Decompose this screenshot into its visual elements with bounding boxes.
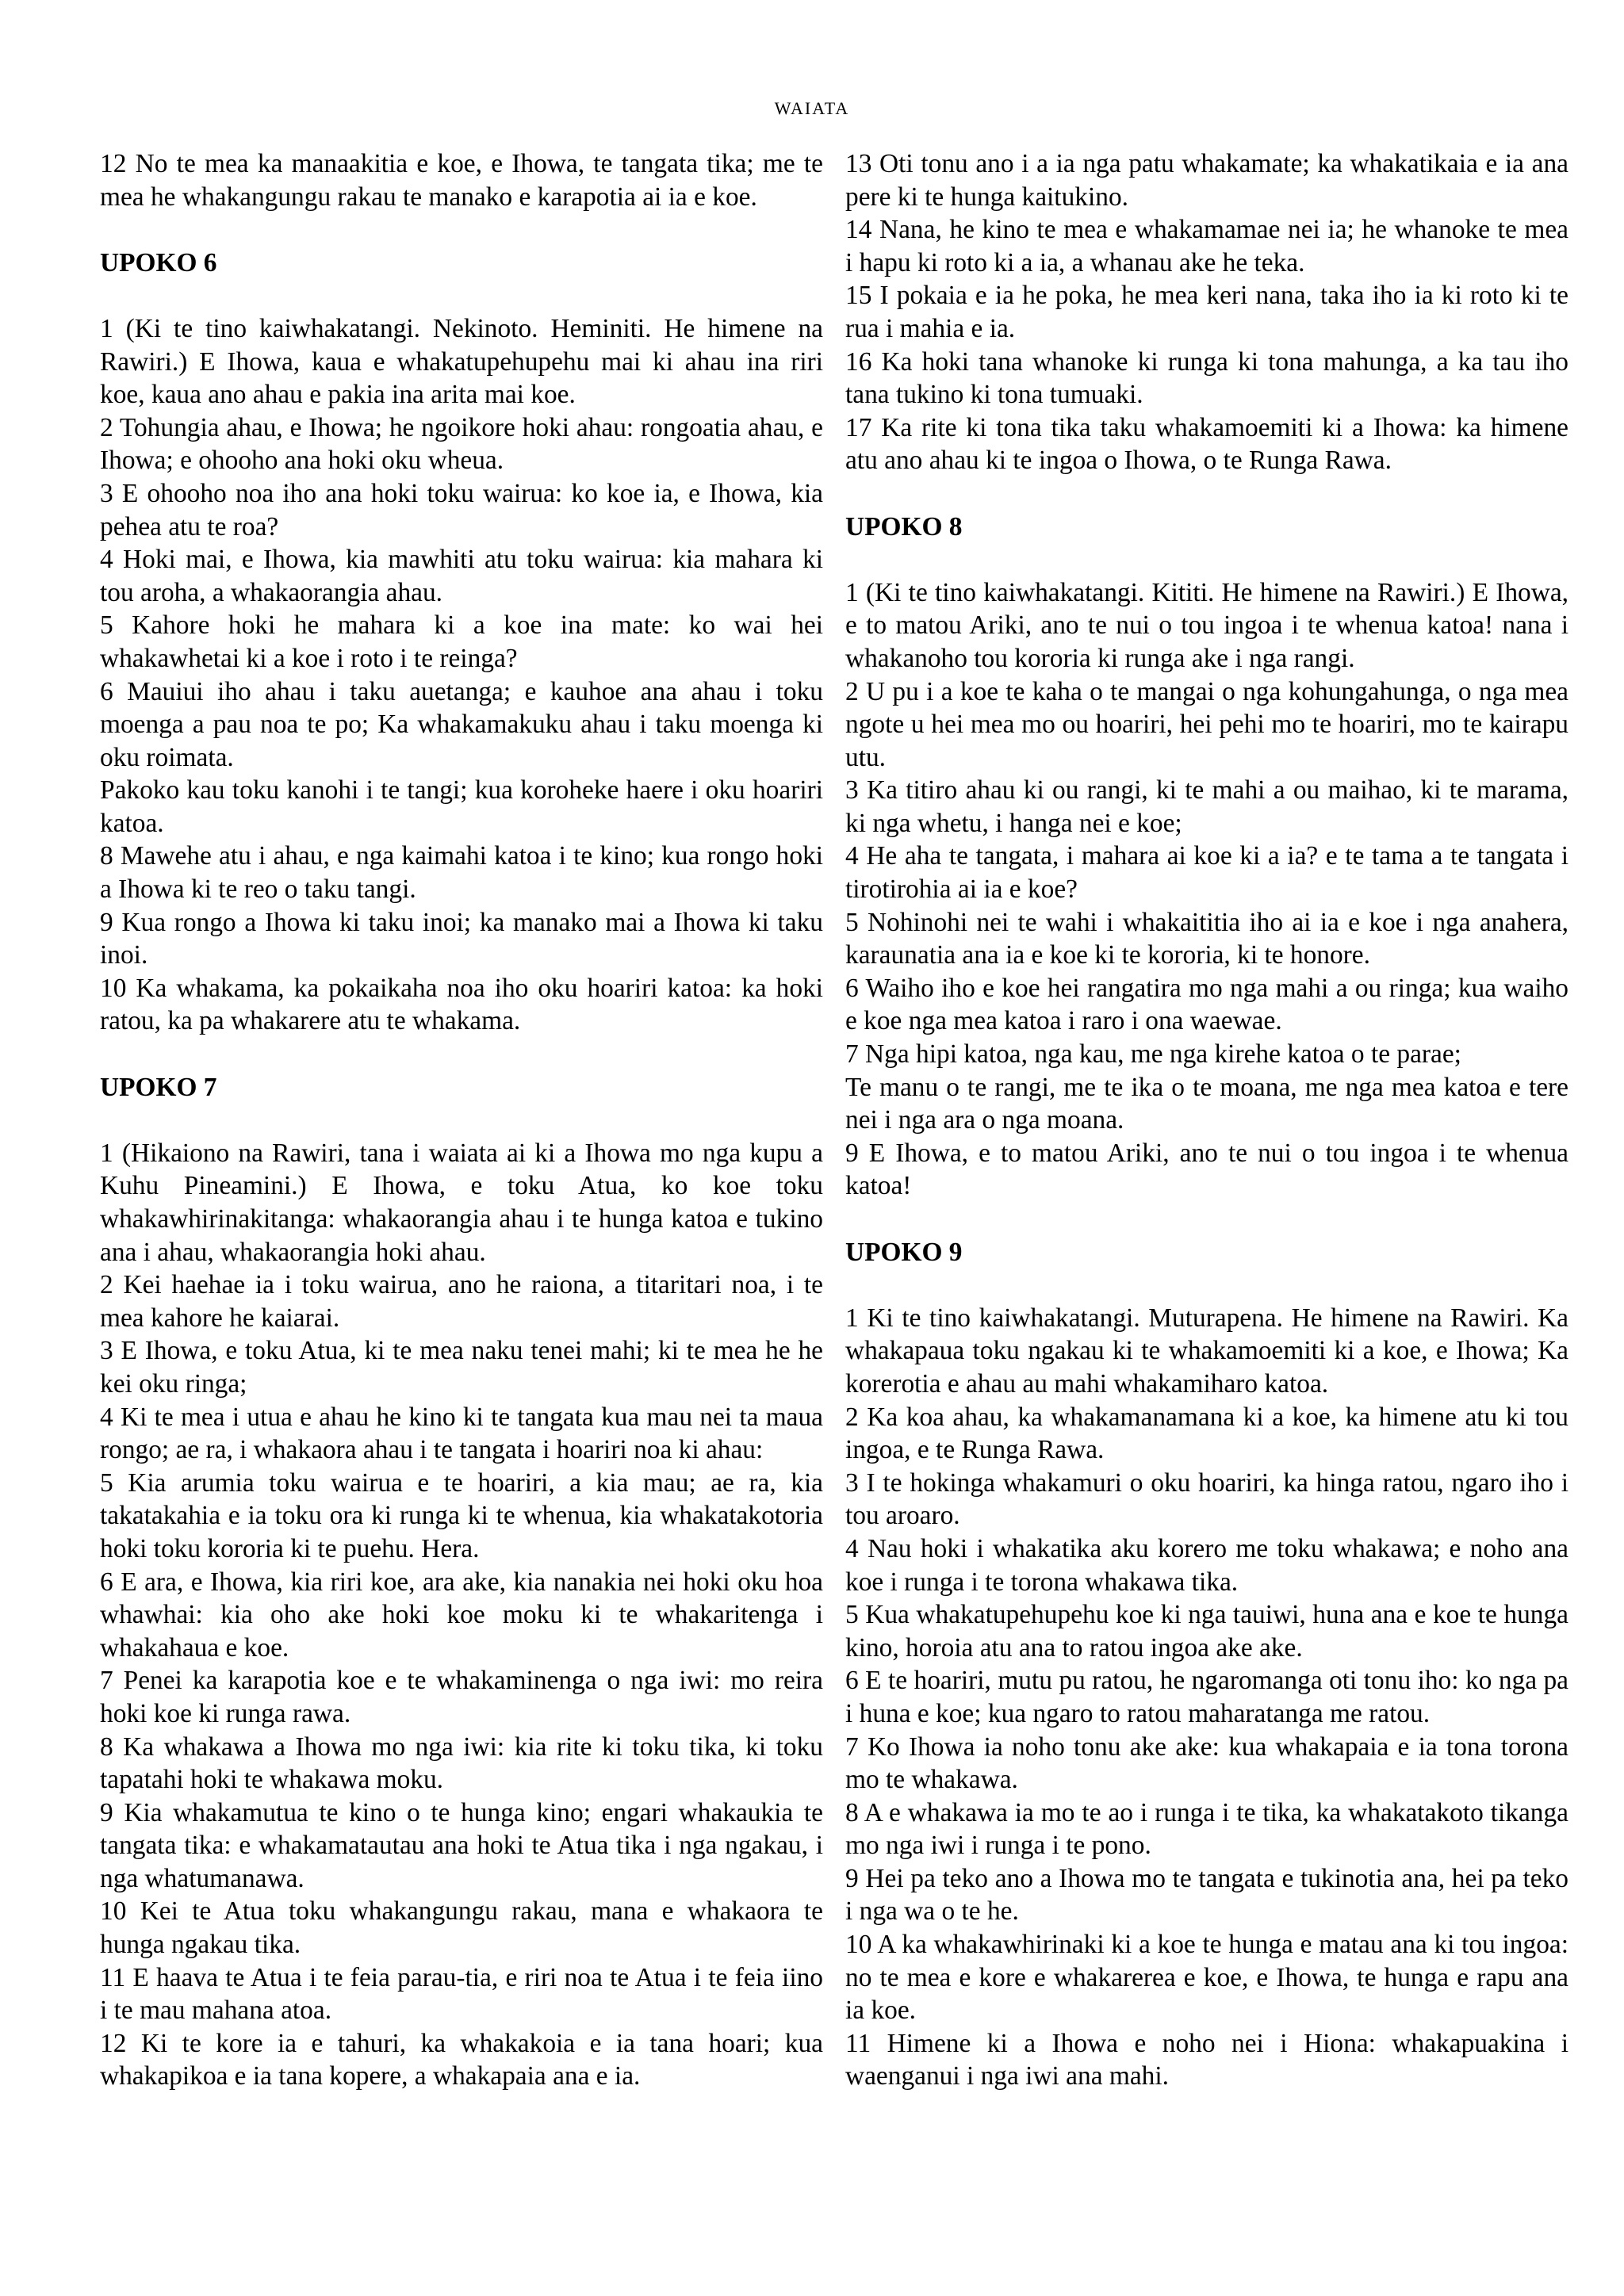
right-column	[845, 147, 1568, 2093]
verse: 9 Kia whakamutua te kino o te hunga kino; engari whakaukia te tangata tika: e whakamatautau ana hoki te Atua tika i nga ngakau, i nga whatumanawa.	[100, 1797, 823, 1893]
verse: 11 E haava te Atua i te feia parau-tia, e riri noa te Atua i te feia iino i te mau mahana atoa.	[100, 1962, 823, 2026]
verse: 7 Nga hipi katoa, nga kau, me nga kirehe katoa o te parae;	[845, 1039, 1461, 1070]
verse: 8 Ka whakawa a Ihowa mo nga iwi: kia rite ki toku tika, ki toku tapatahi hoki te whakawa moku.	[100, 1732, 823, 1795]
chapter-heading-7: UPOKO 7	[100, 1072, 217, 1102]
verse: 7 Penei ka karapotia koe e te whakaminenga o nga iwi: mo reira hoki koe ki runga rawa.	[100, 1666, 823, 1728]
verse: 6 E ara, e Ihowa, kia riri koe, ara ake, kia nanakia nei hoki oku hoa whawhai: kia oho ake hoki koe moku ki te whakaritenga i whakahaua e koe.	[100, 1567, 823, 1663]
verse: 2 Tohungia ahau, e Ihowa; he ngoikore hoki ahau: rongoatia ahau, e Ihowa; e ohooho ana hoki oku wheua.	[100, 412, 823, 476]
verse: 5 Kua whakatupehupehu koe ki nga tauiwi, huna ana e koe te hunga kino, horoia atu ana to ratou ingoa ake ake.	[845, 1600, 1568, 1663]
verse: 3 Ka titiro ahau ki ou rangi, ki te mahi a ou maihao, ki te marama, ki nga whetu, i hanga nei e koe;	[845, 775, 1568, 838]
verse: 3 E Ihowa, e toku Atua, ki te mea naku tenei mahi; ki te mea he he kei oku ringa;	[100, 1336, 823, 1399]
verse: 5 Nohinohi nei te wahi i whakaititia iho ai ia e koe i nga anahera, karaunatia ana ia e koe ki te kororia, ki te honore.	[845, 907, 1568, 970]
verse: 12 Ki te kore ia e tahuri, ka whakakoia e ia tana hoari; kua whakapikoa e ia tana kopere, a whakapaia ana e ia.	[100, 2028, 823, 2091]
verse: 7 Ko Ihowa ia noho tonu ake ake: kua whakapaia e ia tona torona mo te whakawa.	[845, 1732, 1568, 1795]
verse: Te manu o te rangi, me te ika o te moana, me nga mea katoa e tere nei i nga ara o nga moana.	[845, 1072, 1568, 1135]
chapter-heading-8: UPOKO 8	[845, 511, 963, 541]
verse: 13 Oti tonu ano i a ia nga patu whakamate; ka whakatikaia e ia ana pere ki te hunga kaitukino.	[845, 149, 1568, 212]
verse: 9 Hei pa teko ano a Ihowa mo te tangata e tukinotia ana, hei pa teko i nga wa o te he.	[845, 1863, 1568, 1927]
verse: 8 A e whakawa ia mo te ao i runga i te tika, ka whakatakoto tikanga mo nga iwi i runga i te pono.	[845, 1797, 1568, 1861]
verse: 4 Ki te mea i utua e ahau he kino ki te tangata kua mau nei ta maua rongo; ae ra, i whakaora ahau i te tangata i hoariri noa ki ahau:	[100, 1402, 823, 1465]
verse: 17 Ka rite ki tona tika taku whakamoemiti ki a Ihowa: ka himene atu ano ahau ki te ingoa o Ihowa, o te Runga Rawa.	[845, 412, 1568, 476]
verse: 6 Mauiui iho ahau i taku auetanga; e kauhoe ana ahau i toku moenga a pau noa te po; Ka whakamakuku ahau i taku moenga ki oku roimata.	[100, 676, 823, 772]
verse: 3 E ohooho noa iho ana hoki toku wairua: ko koe ia, e Ihowa, kia pehea atu te roa?	[100, 478, 823, 541]
verse: Pakoko kau toku kanohi i te tangi; kua koroheke haere i oku hoariri katoa.	[100, 775, 823, 838]
verse: 9 Kua rongo a Ihowa ki taku inoi; ka manako mai a Ihowa ki taku inoi.	[100, 907, 823, 970]
verse: 1 (Hikaiono na Rawiri, tana i waiata ai ki a Ihowa mo nga kupu a Kuhu Pineamini.) E Ihowa, e toku Atua, ko koe toku whakawhirinakitanga: whakaorangia ahau i te hunga katoa e tukino ana i ahau, whakaorangia hoki ahau.	[100, 1138, 823, 1267]
verse: 1 (Ki te tino kaiwhakatangi. Nekinoto. Heminiti. He himene na Rawiri.) E Ihowa, kaua e whakatupehupehu mai ki ahau ina riri koe, kaua ano ahau e pakia ina arita mai koe.	[100, 313, 823, 410]
chapter-heading-6: UPOKO 6	[100, 247, 217, 277]
verse: 2 Kei haehae ia i toku wairua, ano he raiona, a titaritari noa, i te mea kahore he kaiarai.	[100, 1270, 823, 1333]
running-head: WAIATA	[774, 98, 850, 118]
verse: 6 Waiho iho e koe hei rangatira mo nga mahi a ou ringa; kua waiho e koe nga mea katoa i raro i ona waewae.	[845, 973, 1568, 1036]
verse: 2 Ka koa ahau, ka whakamanamana ki a koe, ka himene atu ki tou ingoa, e te Runga Rawa.	[845, 1402, 1568, 1465]
verse: 10 Ka whakama, ka pokaikaha noa iho oku hoariri katoa: ka hoki ratou, ka pa whakarere atu te whakama.	[100, 973, 823, 1036]
verse: 5 Kahore hoki he mahara ki a koe ina mate: ko wai hei whakawhetai ki a koe i roto i te reinga?	[100, 610, 823, 673]
verse: 5 Kia arumia toku wairua e te hoariri, a kia mau; ae ra, kia takatakahia e ia toku ora ki runga ki te whenua, kia whakatakotoria hoki toku kororia ki te puehu. Hera.	[100, 1468, 823, 1563]
verse: 4 Nau hoki i whakatika aku korero me toku whakawa; e noho ana koe i runga i te torona whakawa tika.	[845, 1533, 1568, 1597]
verse: 10 A ka whakawhirinaki ki a koe te hunga e matau ana ki tou ingoa: no te mea e kore e whakarerea e koe, e Ihowa, te hunga e rapu ana ia koe.	[845, 1930, 1568, 2026]
left-column	[100, 147, 823, 2093]
verse: 4 Hoki mai, e Ihowa, kia mawhiti atu toku wairua: kia mahara ki tou aroha, a whakaorangia ahau.	[100, 545, 823, 607]
verse: 16 Ka hoki tana whanoke ki runga ki tona mahunga, a ka tau iho tana tukino ki tona tumuaki.	[845, 346, 1568, 410]
verse: 12 No te mea ka manaakitia e koe, e Ihowa, te tangata tika; me te mea he whakangungu rakau te manako e karapotia ai ia e koe.	[100, 149, 823, 212]
verse: 11 Himene ki a Ihowa e noho nei i Hiona: whakapuakina i waenganui i nga iwi ana mahi.	[845, 2028, 1568, 2091]
chapter-heading-9: UPOKO 9	[845, 1237, 963, 1267]
verse: 9 E Ihowa, e to matou Ariki, ano te nui o tou ingoa i te whenua katoa!	[845, 1138, 1568, 1201]
verse: 14 Nana, he kino te mea e whakamamae nei ia; he whanoke te mea i hapu ki roto ki a ia, a whanau ake he teka.	[845, 215, 1568, 277]
verse: 1 (Ki te tino kaiwhakatangi. Kititi. He himene na Rawiri.) E Ihowa, e to matou Ariki, ano te nui o tou ingoa i te whenua katoa! nana i whakanoho tou kororia ki runga ake i nga rangi.	[845, 577, 1568, 673]
verse: 8 Mawehe atu i ahau, e nga kaimahi katoa i te kino; kua rongo hoki a Ihowa ki te reo o taku tangi.	[100, 841, 823, 905]
verse: 3 I te hokinga whakamuri o oku hoariri, ka hinga ratou, ngaro iho i tou aroaro.	[845, 1468, 1568, 1531]
verse: 6 E te hoariri, mutu pu ratou, he ngaromanga oti tonu iho: ko nga pa i huna e koe; kua ngaro to ratou maharatanga me ratou.	[845, 1666, 1568, 1728]
verse: 4 He aha te tangata, i mahara ai koe ki a ia? e te tama a te tangata i tirotirohia ai ia e koe?	[845, 841, 1568, 905]
verse: 10 Kei te Atua toku whakangungu rakau, mana e whakaora te hunga ngakau tika.	[100, 1896, 823, 1960]
verse: 2 U pu i a koe te kaha o te mangai o nga kohungahunga, o nga mea ngote u hei mea mo ou hoariri, hei pehi mo te hoariri, mo te kairapu utu.	[845, 676, 1568, 772]
verse: 15 I pokaia e ia he poka, he mea keri nana, taka iho ia ki roto ki te rua i mahia e ia.	[845, 281, 1568, 343]
verse: 1 Ki te tino kaiwhakatangi. Muturapena. He himene na Rawiri. Ka whakapaua toku ngakau ki te whakamoemiti ki a koe, e Ihowa; Ka korerotia e ahau au mahi whakamiharo katoa.	[845, 1303, 1568, 1399]
